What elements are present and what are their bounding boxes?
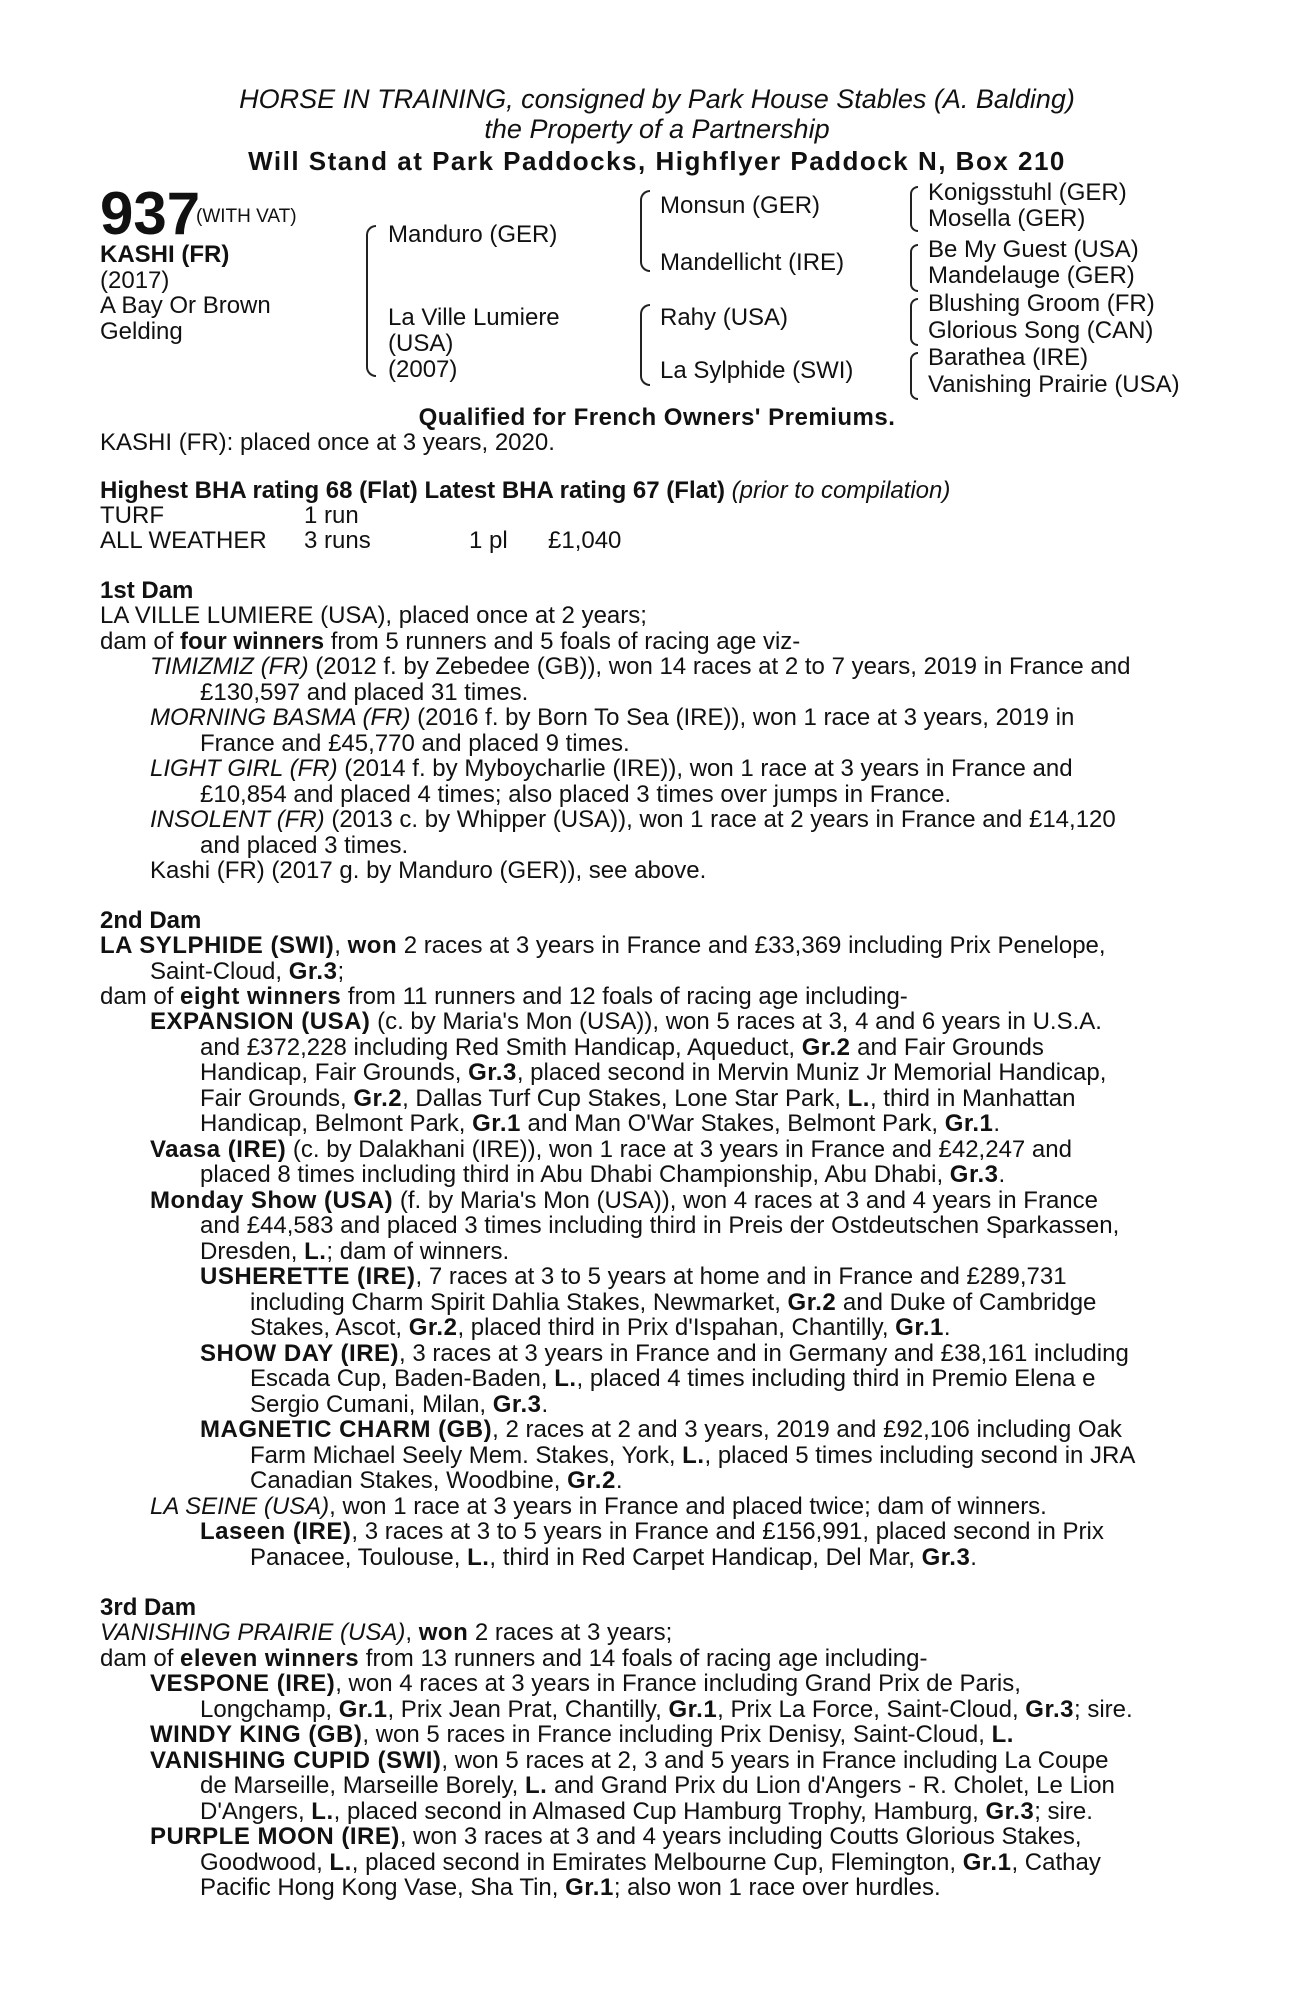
- expansion-line-5: Handicap, Belmont Park, Gr.1 and Man O'War Stakes, Belmont Park, Gr.1.: [200, 1110, 1001, 1137]
- dam-name: La Ville Lumiere: [388, 304, 560, 331]
- sire-sire: Monsun (GER): [660, 192, 821, 219]
- pedigree-sss: Konigsstuhl (GER): [928, 179, 1127, 206]
- turf-label: TURF: [100, 502, 164, 529]
- usherette-line-1: USHERETTE (IRE), 7 races at 3 to 5 years at home and in France and £289,731: [200, 1263, 1067, 1290]
- vanishing-cupid-line-1: VANISHING CUPID (SWI), won 5 races at 2, 3 and 5 years in France including La Coupe: [150, 1747, 1109, 1774]
- offspring-timizmiz: TIMIZMIZ (FR) (2012 f. by Zebedee (GB)), won 14 races at 2 to 7 years, 2019 in France and: [150, 653, 1131, 680]
- offspring-insolent-cont: and placed 3 times.: [200, 832, 409, 859]
- vat-note: (WITH VAT): [196, 206, 297, 227]
- sire-dam: Mandellicht (IRE): [660, 249, 845, 276]
- expansion-line-1: EXPANSION (USA) (c. by Maria's Mon (USA)), won 5 races at 3, 4 and 6 years in U.S.A.: [150, 1008, 1102, 1035]
- bha-ratings: [100, 478, 950, 504]
- monday-show-line-1: Monday Show (USA) (f. by Maria's Mon (USA)), won 4 races at 3 and 4 years in France: [150, 1187, 1099, 1214]
- dam-brace: [640, 304, 650, 386]
- second-dam-produce: dam of eight winners from 11 runners and 12 foals of racing age including-: [100, 983, 908, 1010]
- horse-name: KASHI (FR): [100, 241, 230, 268]
- aw-runs: 3 runs: [304, 527, 371, 554]
- consignment-line: HORSE IN TRAINING, consigned by Park House Stables (A. Balding): [239, 84, 1075, 114]
- offspring-kashi: Kashi (FR) (2017 g. by Manduro (GER)), see above.: [150, 857, 707, 884]
- third-dam-produce: dam of eleven winners from 13 runners and 14 foals of racing age including-: [100, 1645, 928, 1672]
- offspring-insolent: INSOLENT (FR) (2013 c. by Whipper (USA)), won 1 race at 2 years in France and £14,120: [150, 806, 1116, 833]
- pedigree-dsd: Glorious Song (CAN): [928, 317, 1154, 344]
- first-dam-produce: dam of four winners from 5 runners and 5 foals of racing age viz-: [100, 628, 801, 655]
- vanishing-cupid-line-2: de Marseille, Marseille Borely, L. and Grand Prix du Lion d'Angers - R. Cholet, Le Lion: [200, 1772, 1115, 1799]
- aw-label: ALL WEATHER: [100, 527, 267, 554]
- vaasa-line-1: Vaasa (IRE) (c. by Dalakhani (IRE)), won 1 race at 3 years in France and £42,247 and: [150, 1136, 1072, 1163]
- dam-sire: Rahy (USA): [660, 304, 789, 331]
- sire-brace: [640, 190, 650, 272]
- second-dam-line-2: Saint-Cloud, Gr.3;: [150, 958, 345, 985]
- pedigree-dds: Barathea (IRE): [928, 344, 1089, 371]
- monday-show-line-3: Dresden, L.; dam of winners.: [200, 1238, 510, 1265]
- horse-year: (2017): [100, 267, 170, 294]
- vespone-line-2: Longchamp, Gr.1, Prix Jean Prat, Chantilly, Gr.1, Prix La Force, Saint-Cloud, Gr.3; sire.: [200, 1696, 1133, 1723]
- location-line: Will Stand at Park Paddocks, Highflyer Paddock N, Box 210: [248, 146, 1066, 176]
- aw-prize-money: £1,040: [548, 527, 622, 554]
- brace-4: [910, 352, 918, 400]
- brace-2: [910, 244, 918, 292]
- third-dam-line-1: VANISHING PRAIRIE (USA), won 2 races at 3 years;: [100, 1619, 673, 1646]
- laseen-line-2: Panacee, Toulouse, L., third in Red Carpet Handicap, Del Mar, Gr.3.: [250, 1544, 977, 1571]
- la-seine-line: LA SEINE (USA), won 1 race at 3 years in France and placed twice; dam of winners.: [150, 1493, 1047, 1520]
- lot-number: 937: [100, 180, 201, 247]
- sire: Manduro (GER): [388, 221, 558, 248]
- usherette-line-2: including Charm Spirit Dahlia Stakes, Newmarket, Gr.2 and Duke of Cambridge: [250, 1289, 1097, 1316]
- horse-desc-1: A Bay Or Brown: [100, 292, 271, 319]
- rating-note: (prior to compilation): [731, 477, 951, 504]
- pedigree-ssd: Mosella (GER): [928, 205, 1086, 232]
- race-summary: KASHI (FR): placed once at 3 years, 2020.: [100, 429, 555, 456]
- purple-moon-line-1: PURPLE MOON (IRE), won 3 races at 3 and 4 years including Coutts Glorious Stakes,: [150, 1823, 1082, 1850]
- purple-moon-line-2: Goodwood, L., placed second in Emirates Melbourne Cup, Flemington, Gr.1, Cathay: [200, 1849, 1101, 1876]
- magnetic-charm-line-3: Canadian Stakes, Woodbine, Gr.2.: [250, 1467, 623, 1494]
- pedigree-sds: Be My Guest (USA): [928, 236, 1139, 263]
- show-day-line-3: Sergio Cumani, Milan, Gr.3.: [250, 1391, 549, 1418]
- show-day-line-1: SHOW DAY (IRE), 3 races at 3 years in France and in Germany and £38,161 including: [200, 1340, 1129, 1367]
- usherette-line-3: Stakes, Ascot, Gr.2, placed third in Prix d'Ispahan, Chantilly, Gr.1.: [250, 1314, 951, 1341]
- premium-note: Qualified for French Owners' Premiums.: [418, 404, 896, 431]
- property-line: the Property of a Partnership: [484, 114, 830, 144]
- offspring-light-girl-cont: £10,854 and placed 4 times; also placed 3 times over jumps in France.: [200, 781, 952, 808]
- dam-year: (2007): [388, 356, 458, 383]
- show-day-line-2: Escada Cup, Baden-Baden, L., placed 4 times including third in Premio Elena e: [250, 1365, 1096, 1392]
- third-dam-heading: 3rd Dam: [100, 1594, 197, 1621]
- windy-king-line: WINDY KING (GB), won 5 races in France including Prix Denisy, Saint-Cloud, L.: [150, 1721, 1014, 1748]
- magnetic-charm-line-1: MAGNETIC CHARM (GB), 2 races at 2 and 3 years, 2019 and £92,106 including Oak: [200, 1416, 1122, 1443]
- pedigree-dss: Blushing Groom (FR): [928, 290, 1155, 317]
- brace-3: [910, 298, 918, 346]
- first-dam-line: LA VILLE LUMIERE (USA), placed once at 2 years;: [100, 602, 647, 629]
- second-dam-heading: 2nd Dam: [100, 907, 202, 934]
- expansion-line-4: Fair Grounds, Gr.2, Dallas Turf Cup Stakes, Lone Star Park, L., third in Manhattan: [200, 1085, 1076, 1112]
- brace-1: [910, 186, 918, 232]
- offspring-morning-basma: MORNING BASMA (FR) (2016 f. by Born To Sea (IRE)), won 1 race at 3 years, 2019 in: [150, 704, 1075, 731]
- dam-country: (USA): [388, 330, 454, 357]
- first-dam-heading: 1st Dam: [100, 577, 194, 604]
- horse-desc-2: Gelding: [100, 318, 183, 345]
- magnetic-charm-line-2: Farm Michael Seely Mem. Stakes, York, L., placed 5 times including second in JRA: [250, 1442, 1136, 1469]
- aw-placings: 1 pl: [469, 527, 508, 554]
- offspring-timizmiz-cont: £130,597 and placed 31 times.: [200, 679, 529, 706]
- pedigree-sdd: Mandelauge (GER): [928, 262, 1135, 289]
- offspring-morning-basma-cont: France and £45,770 and placed 9 times.: [200, 730, 630, 757]
- purple-moon-line-3: Pacific Hong Kong Vase, Sha Tin, Gr.1; also won 1 race over hurdles.: [200, 1874, 941, 1901]
- expansion-line-2: and £372,228 including Red Smith Handicap, Aqueduct, Gr.2 and Fair Grounds: [200, 1034, 1044, 1061]
- pedigree-ddd: Vanishing Prairie (USA): [928, 371, 1180, 398]
- dam-dam: La Sylphide (SWI): [660, 357, 854, 384]
- turf-runs: 1 run: [304, 502, 359, 529]
- monday-show-line-2: and £44,583 and placed 3 times including third in Preis der Ostdeutschen Sparkassen,: [200, 1212, 1120, 1239]
- laseen-line-1: Laseen (IRE), 3 races at 3 to 5 years in France and £156,991, placed second in Prix: [200, 1518, 1104, 1545]
- vespone-line-1: VESPONE (IRE), won 4 races at 3 years in France including Grand Prix de Paris,: [150, 1670, 1021, 1697]
- offspring-light-girl: LIGHT GIRL (FR) (2014 f. by Myboycharlie (IRE)), won 1 race at 3 years in France and: [150, 755, 1073, 782]
- second-dam-line-1: LA SYLPHIDE (SWI), won 2 races at 3 years in France and £33,369 including Prix Penelope,: [100, 932, 1106, 959]
- vaasa-line-2: placed 8 times including third in Abu Dhabi Championship, Abu Dhabi, Gr.3.: [200, 1161, 1006, 1188]
- bha-rating-text: Highest BHA rating 68 (Flat) Latest BHA rating 67 (Flat): [100, 477, 725, 504]
- expansion-line-3: Handicap, Fair Grounds, Gr.3, placed second in Mervin Muniz Jr Memorial Handicap,: [200, 1059, 1107, 1086]
- vanishing-cupid-line-3: D'Angers, L., placed second in Almased Cup Hamburg Trophy, Hamburg, Gr.3; sire.: [200, 1798, 1093, 1825]
- pedigree-brace: [366, 225, 376, 377]
